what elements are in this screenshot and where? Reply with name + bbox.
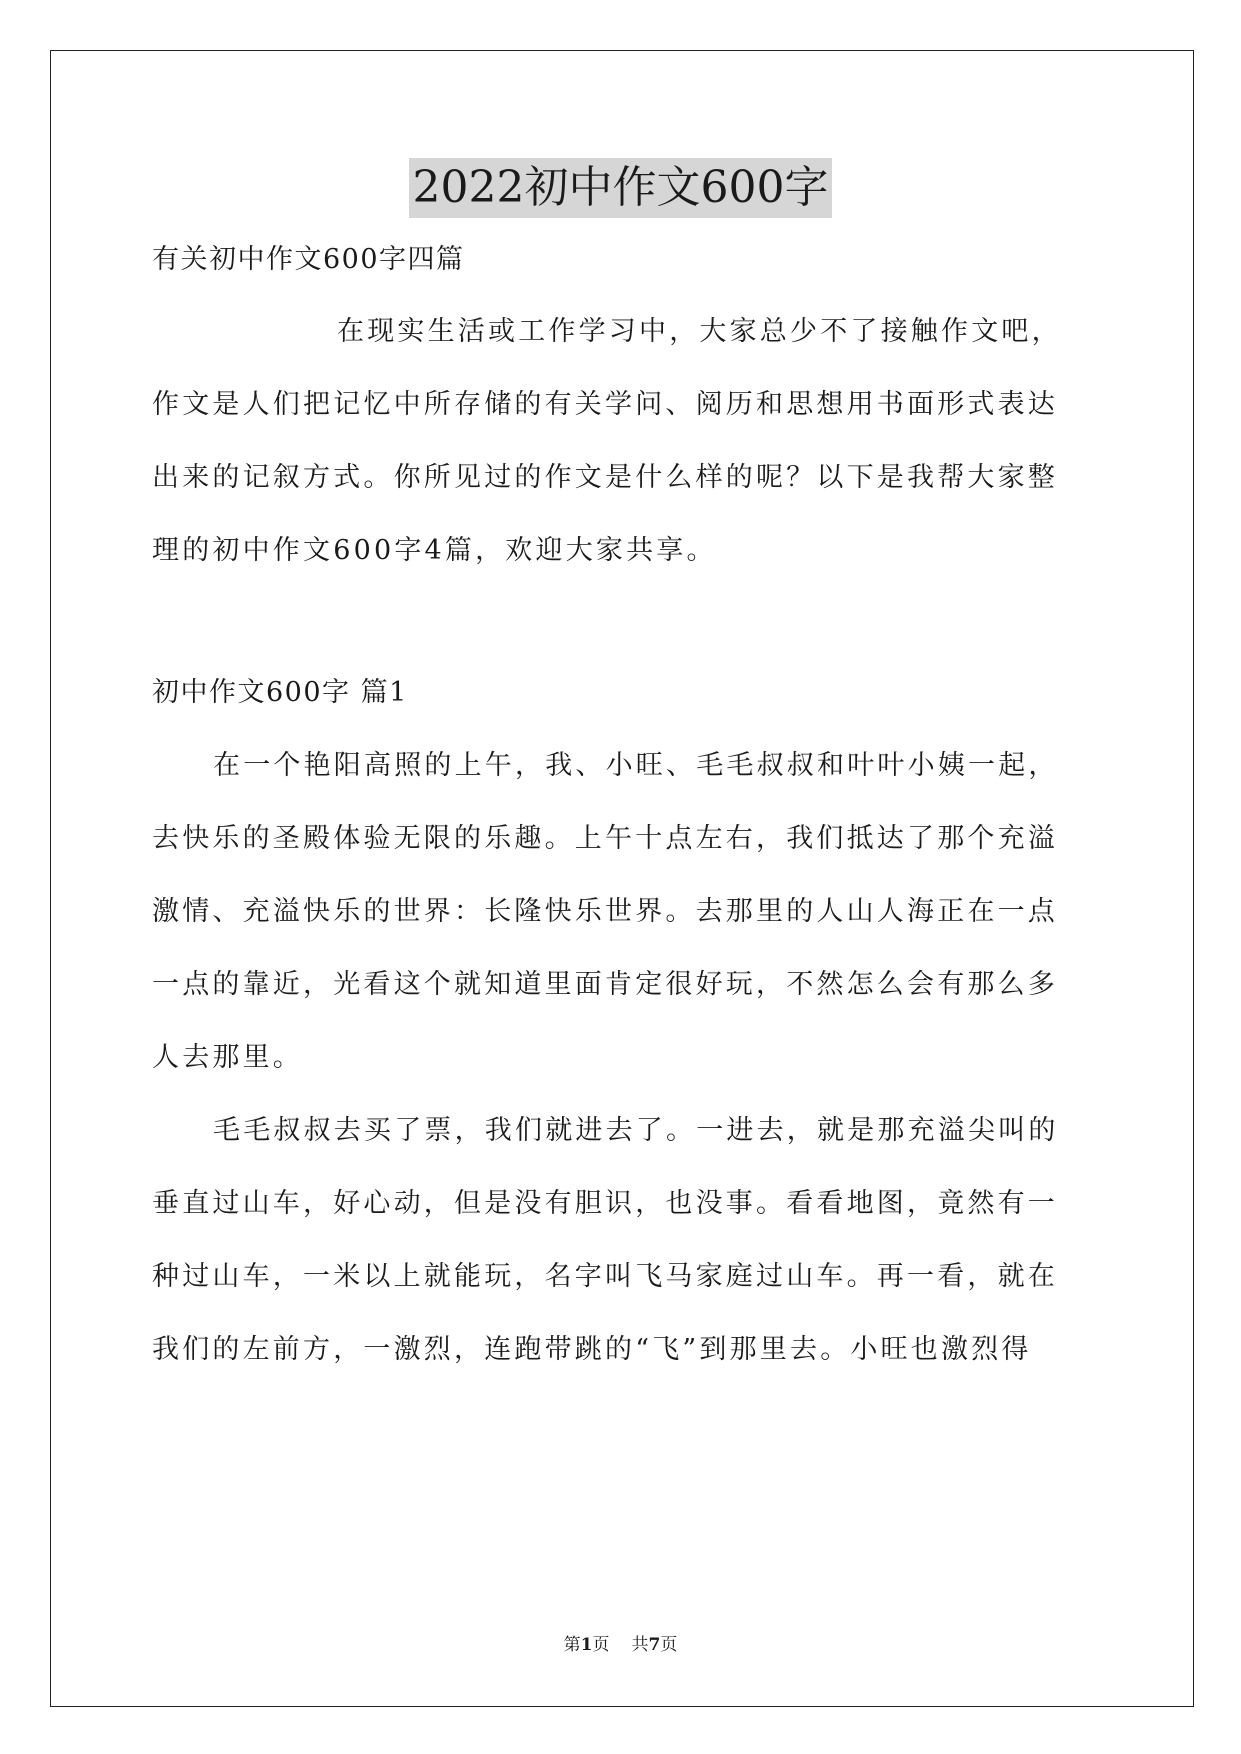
- intro-line: 理的初中作文600字4篇，欢迎大家共享。: [152, 535, 717, 566]
- paragraph-line: 我们的左前方，一激烈，连跑带跳的“飞”到那里去。小旺也激烈得: [152, 1334, 1032, 1365]
- document-title: 2022初中作文600字: [409, 158, 833, 218]
- paragraph-line: 在一个艳阳高照的上午，我、小旺、毛毛叔叔和叶叶小姨一起，: [213, 750, 1059, 781]
- paragraph-line: 人去那里。: [152, 1042, 303, 1073]
- page-total: 7: [648, 1635, 661, 1655]
- total-prefix: 共: [631, 1635, 649, 1655]
- page-footer: [0, 1634, 1241, 1656]
- page-suffix: 页: [592, 1635, 610, 1655]
- paragraph-line: 垂直过山车，好心动，但是没有胆识，也没事。看看地图，竟然有一: [152, 1188, 1058, 1219]
- section-heading: 初中作文600字 篇1: [152, 677, 408, 708]
- paragraph-line: 种过山车，一米以上就能玩，名字叫飞马家庭过山车。再一看，就在: [152, 1261, 1058, 1292]
- title-container: [0, 158, 1241, 218]
- paragraph-line: 一点的靠近，光看这个就知道里面肯定很好玩，不然怎么会有那么多: [152, 969, 1058, 1000]
- paragraph-line: 毛毛叔叔去买了票，我们就进去了。一进去，就是那充溢尖叫的: [213, 1115, 1059, 1146]
- page-border: [50, 50, 1194, 1707]
- intro-line: 作文是人们把记忆中所存储的有关学问、阅历和思想用书面形式表达: [152, 389, 1058, 420]
- total-suffix: 页: [660, 1635, 678, 1655]
- intro-line: 在现实生活或工作学习中，大家总少不了接触作文吧，: [337, 316, 1062, 347]
- intro-line: 出来的记叙方式。你所见过的作文是什么样的呢？以下是我帮大家整: [152, 462, 1058, 493]
- paragraph-line: 激情、充溢快乐的世界：长隆快乐世界。去那里的人山人海正在一点: [152, 896, 1058, 927]
- page-current: 1: [580, 1635, 593, 1655]
- page-prefix: 第: [563, 1635, 581, 1655]
- document-subtitle: 有关初中作文600字四篇: [152, 244, 465, 275]
- paragraph-line: 去快乐的圣殿体验无限的乐趣。上午十点左右，我们抵达了那个充溢: [152, 823, 1058, 854]
